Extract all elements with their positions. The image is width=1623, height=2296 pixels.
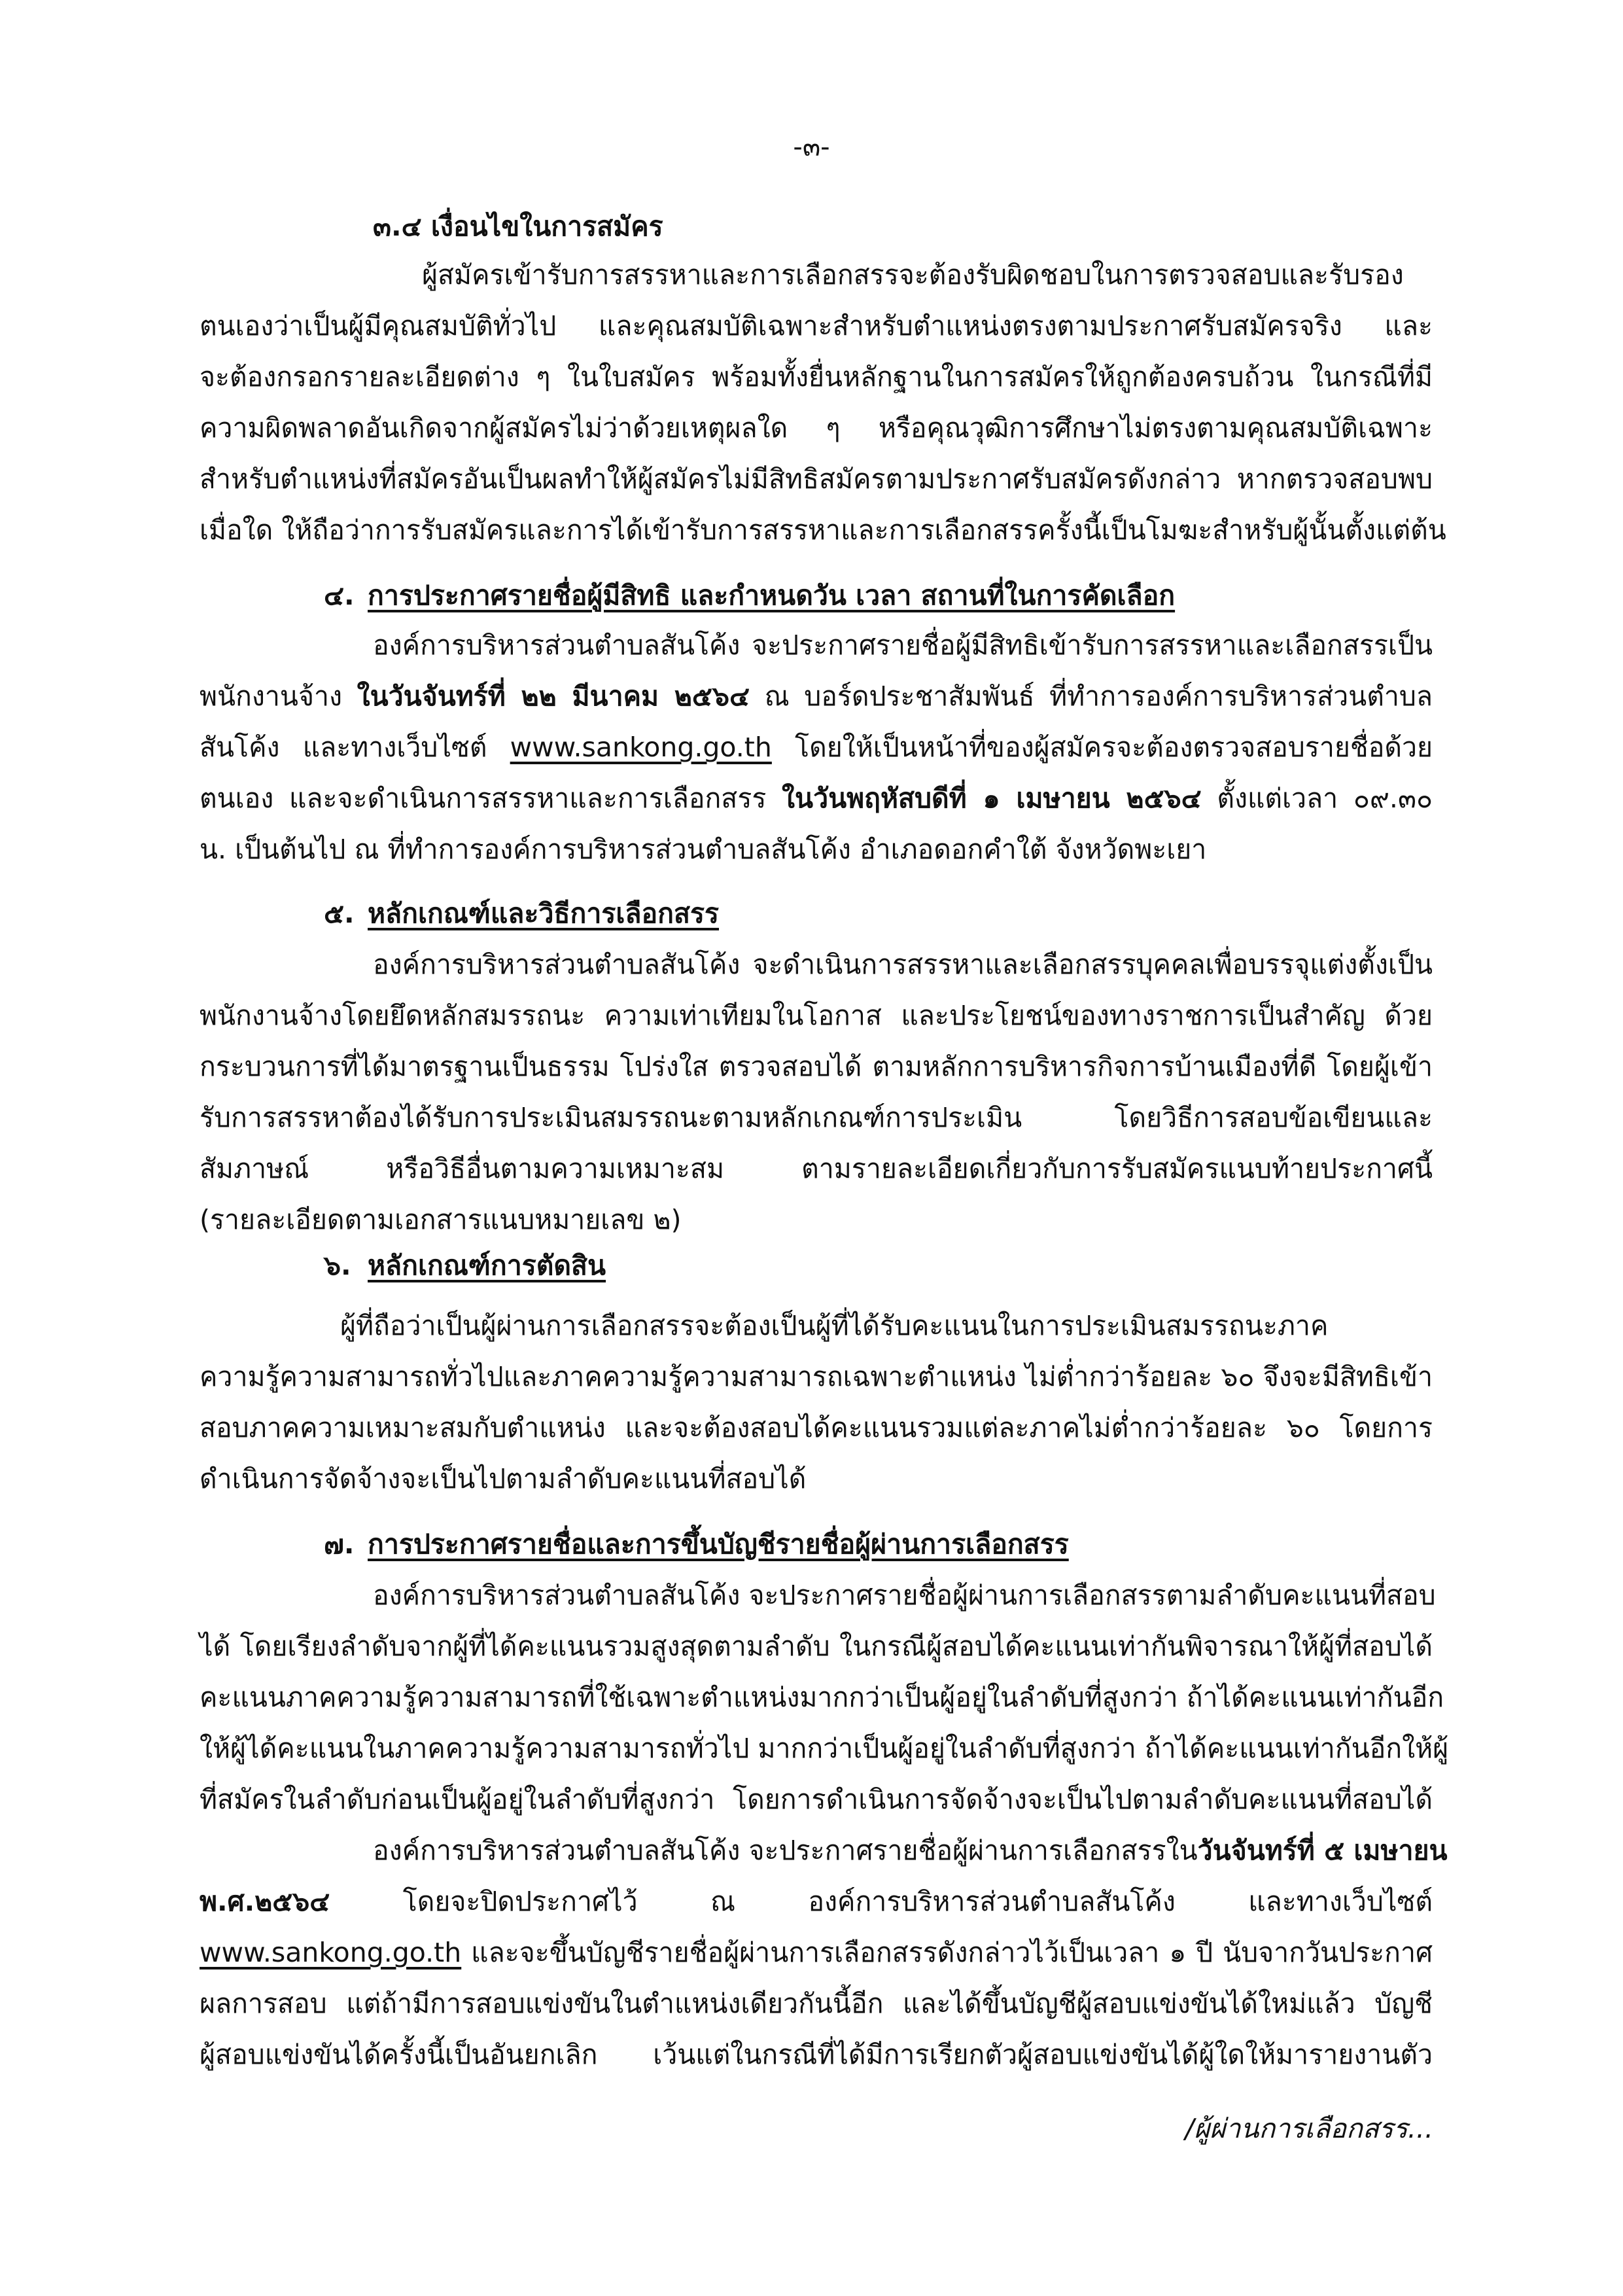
text: ตนเอง และจะดำเนินการสรรหาและการเลือกสรร: [200, 783, 782, 814]
section-4-heading: การประกาศรายชื่อผู้มีสิทธิ และกำหนดวัน เวลา สถานที่ในการคัดเลือก: [368, 580, 1176, 611]
section-4-line: [200, 779, 1433, 818]
text: โดยให้เป็นหน้าที่ของผู้สมัครจะต้องตรวจสอบรายชื่อด้วย: [771, 732, 1433, 763]
section-6-line: ดำเนินการจัดจ้างจะเป็นไปตามลำดับคะแนนที่สอบได้: [200, 1463, 807, 1494]
section-5-line: รับการสรรหาต้องได้รับการประเมินสมรรถนะตามหลักเกณฑ์การประเมิน โดยวิธีการสอบข้อเขียนและ: [200, 1102, 1433, 1133]
section-5-line: องค์การบริหารส่วนตำบลสันโค้ง จะดำเนินการสรรหาและเลือกสรรบุคคลเพื่อบรรจุแต่งตั้งเป็น: [373, 949, 1433, 980]
section-4-number: ๔.: [324, 580, 355, 611]
section-5-line: กระบวนการที่ได้มาตรฐานเป็นธรรม โปร่งใส ตรวจสอบได้ ตามหลักการบริหารกิจการบ้านเมืองที่ดี โดยผู้เข้า: [200, 1051, 1433, 1082]
section-7-number: ๗.: [324, 1528, 355, 1560]
page-number: -๓-: [793, 132, 830, 162]
section-6-number: ๖.: [324, 1250, 351, 1281]
section-3-4-line: จะต้องกรอกรายละเอียดต่าง ๆ ในใบสมัคร พร้อมทั้งยื่นหลักฐานในการสมัครให้ถูกต้องครบถ้วน ในกรณีที่มี: [200, 361, 1433, 393]
section-5-line: พนักงานจ้างโดยยึดหลักสมรรถนะ ความเท่าเทียมในโอกาส และประโยชน์ของทางราชการเป็นสำคัญ ด้วย: [200, 1000, 1433, 1031]
section-7-line: ผู้สอบแข่งขันได้ครั้งนี้เป็นอันยกเลิก เว้นแต่ในกรณีที่ได้มีการเรียกตัวผู้สอบแข่งขันได้ผู้ใดให้มารายงานตัว: [200, 2039, 1433, 2070]
section-3-4-line: ความผิดพลาดอันเกิดจากผู้สมัครไม่ว่าด้วยเหตุผลใด ๆ หรือคุณวุฒิการศึกษาไม่ตรงตามคุณสมบัติเฉพาะ: [200, 412, 1433, 444]
section-6-line: สอบภาคความเหมาะสมกับตำแหน่ง และจะต้องสอบได้คะแนนรวมแต่ละภาคไม่ต่ำกว่าร้อยละ ๖๐ โดยการ: [200, 1412, 1433, 1443]
section-6-heading: หลักเกณฑ์การตัดสิน: [368, 1250, 606, 1281]
result-date: วันจันทร์ที่ ๕ เมษายน: [1197, 1835, 1448, 1866]
section-7-line: องค์การบริหารส่วนตำบลสันโค้ง จะประกาศรายชื่อผู้ผ่านการเลือกสรรตามลำดับคะแนนที่สอบ: [373, 1580, 1436, 1611]
text: โดยจะปิดประกาศไว้ ณ องค์การบริหารส่วนตำบลสันโค้ง และทางเว็บไซต์: [330, 1886, 1433, 1917]
section-7-line: ได้ โดยเรียงลำดับจากผู้ที่ได้คะแนนรวมสูงสุดตามลำดับ ในกรณีผู้สอบได้คะแนนเท่ากันพิจารณาให้ผู้ที่สอบได้: [200, 1631, 1433, 1662]
section-6-line: ความรู้ความสามารถทั่วไปและภาคความรู้ความสามารถเฉพาะตำแหน่ง ไม่ต่ำกว่าร้อยละ ๖๐ จึงจะมีสิทธิเข้า: [200, 1361, 1433, 1392]
section-7-line: ที่สมัครในลำดับก่อนเป็นผู้อยู่ในลำดับที่สูงกว่า โดยการดำเนินการจัดจ้างจะเป็นไปตามลำดับคะแนนที่สอบได้: [200, 1784, 1433, 1815]
section-4-line: องค์การบริหารส่วนตำบลสันโค้ง จะประกาศรายชื่อผู้มีสิทธิเข้ารับการสรรหาและเลือกสรรเป็น: [373, 629, 1433, 661]
text: และจะขึ้นบัญชีรายชื่อผู้ผ่านการเลือกสรรดังกล่าวไว้เป็นเวลา ๑ ปี นับจากวันประกาศ: [461, 1937, 1433, 1968]
announce-date: ในวันจันทร์ที่ ๒๒ มีนาคม ๒๕๖๔: [357, 680, 750, 712]
section-5-number: ๕.: [324, 898, 355, 929]
section-5-heading: หลักเกณฑ์และวิธีการเลือกสรร: [368, 898, 720, 929]
result-year: พ.ศ.๒๕๖๔: [200, 1886, 330, 1917]
continuation-footer: /ผู้ผ่านการเลือกสรร...: [1185, 2113, 1433, 2144]
text: องค์การบริหารส่วนตำบลสันโค้ง จะประกาศรายชื่อผู้ผ่านการเลือกสรรใน: [373, 1835, 1198, 1866]
text: ณ บอร์ดประชาสัมพันธ์ ที่ทำการองค์การบริหารส่วนตำบล: [750, 680, 1433, 712]
section-4-line: น. เป็นต้นไป ณ ที่ทำการองค์การบริหารส่วนตำบลสันโค้ง อำเภอดอกคำใต้ จังหวัดพะเยา: [200, 834, 1207, 865]
website-link[interactable]: www.sankong.go.th: [510, 732, 772, 763]
text: สันโค้ง และทางเว็บไซต์: [200, 732, 510, 763]
section-5-line: (รายละเอียดตามเอกสารแนบหมายเลข ๒): [200, 1204, 682, 1235]
section-7-line: [200, 1882, 1433, 1921]
section-4-line: [200, 677, 1433, 716]
section-7-line: คะแนนภาคความรู้ความสามารถที่ใช้เฉพาะตำแหน่งมากกว่าเป็นผู้อยู่ในลำดับที่สูงกว่า ถ้าได้คะแนนเท่ากันอีก: [200, 1682, 1444, 1713]
section-6-line: ผู้ที่ถือว่าเป็นผู้ผ่านการเลือกสรรจะต้องเป็นผู้ที่ได้รับคะแนนในการประเมินสมรรถนะภาค: [340, 1310, 1329, 1341]
text: พนักงานจ้าง: [200, 680, 357, 712]
section-3-4-line: ผู้สมัครเข้ารับการสรรหาและการเลือกสรรจะต้องรับผิดชอบในการตรวจสอบและรับรอง: [422, 259, 1404, 291]
section-3-4-line: ตนเองว่าเป็นผู้มีคุณสมบัติทั่วไป และคุณสมบัติเฉพาะสำหรับตำแหน่งตรงตามประกาศรับสมัครจริง และ: [200, 310, 1433, 342]
website-link[interactable]: www.sankong.go.th: [200, 1937, 462, 1968]
section-7-line: ผลการสอบ แต่ถ้ามีการสอบแข่งขันในตำแหน่งเดียวกันนี้อีก และได้ขึ้นบัญชีผู้สอบแข่งขันได้ใหม่แล้ว บัญชี: [200, 1988, 1433, 2019]
section-7-line: [200, 1933, 1433, 1972]
selection-date: ในวันพฤหัสบดีที่ ๑ เมษายน ๒๕๖๔: [782, 783, 1202, 814]
section-7-line: [373, 1831, 1448, 1870]
text: ตั้งแต่เวลา ๐๙.๓๐: [1201, 783, 1433, 814]
section-3-4-line: สำหรับตำแหน่งที่สมัครอันเป็นผลทำให้ผู้สมัครไม่มีสิทธิสมัครตามประกาศรับสมัครดังกล่าว หากตรวจสอบพบ: [200, 463, 1433, 495]
section-3-4-line: เมื่อใด ให้ถือว่าการรับสมัครและการได้เข้ารับการสรรหาและการเลือกสรรครั้งนี้เป็นโมฆะสำหรับผู้นั้นตั้งแต่ต้น: [200, 514, 1446, 546]
section-3-4-heading: ๓.๔ เงื่อนไขในการสมัคร: [373, 211, 663, 242]
section-4-line: [200, 728, 1433, 767]
section-7-line: ให้ผู้ได้คะแนนในภาคความรู้ความสามารถทั่วไป มากกว่าเป็นผู้อยู่ในลำดับที่สูงกว่า ถ้าได้คะแนนเท่ากันอีกให้ผู้: [200, 1733, 1449, 1764]
section-7-heading: การประกาศรายชื่อและการขึ้นบัญชีรายชื่อผู้ผ่านการเลือกสรร: [368, 1528, 1069, 1560]
section-5-line: สัมภาษณ์ หรือวิธีอื่นตามความเหมาะสม ตามรายละเอียดเกี่ยวกับการรับสมัครแนบท้ายประกาศนี้: [200, 1153, 1433, 1184]
